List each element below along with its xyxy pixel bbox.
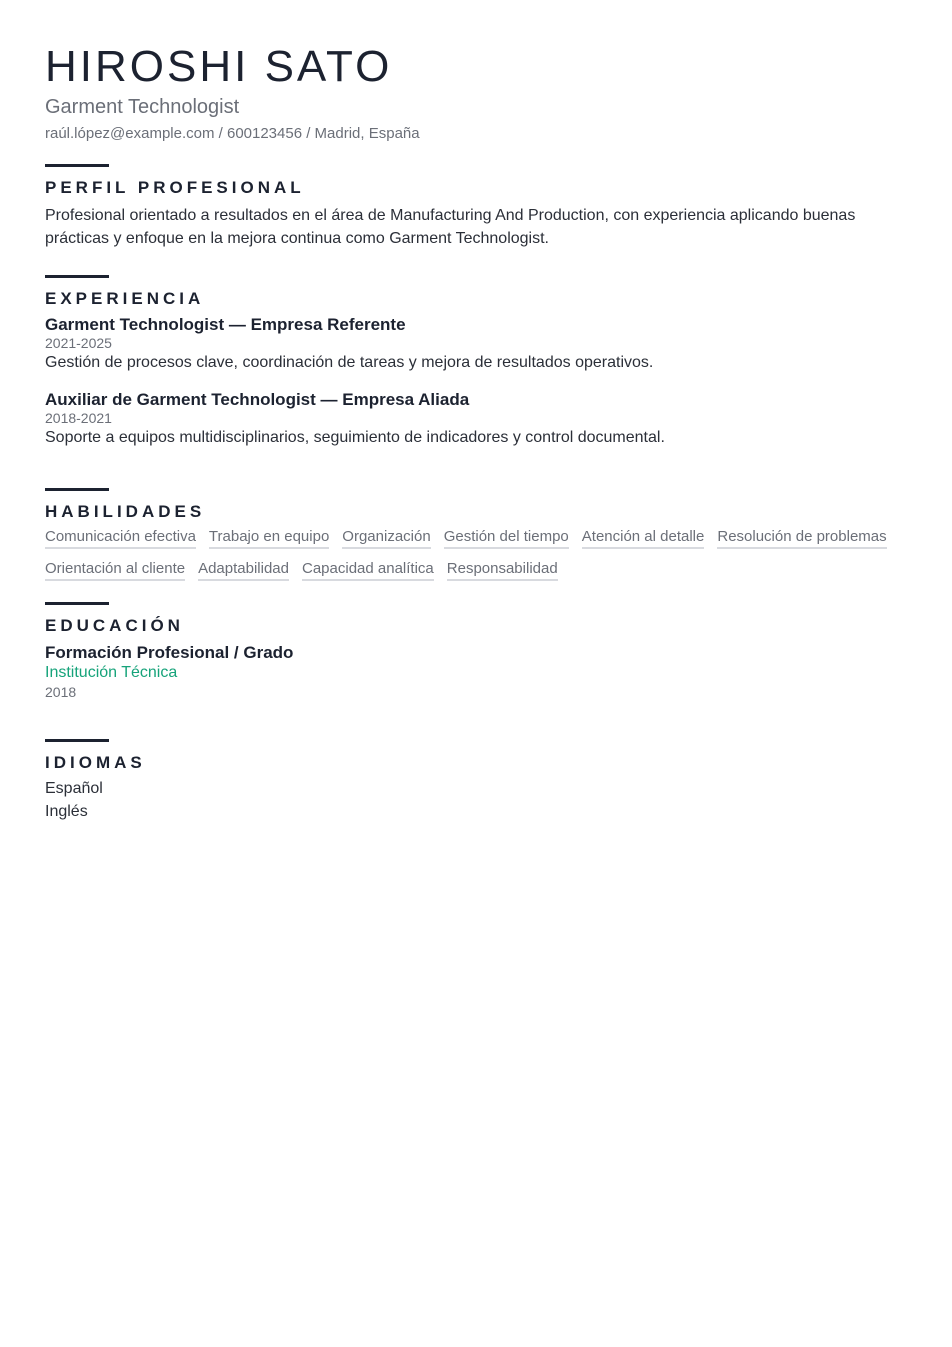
- job-description: Gestión de procesos clave, coordinación de tareas y mejora de resultados operativos.: [45, 354, 654, 371]
- languages-section: [45, 739, 908, 823]
- job-dates: 2021-2025: [45, 335, 112, 351]
- skill-tag: Comunicación efectiva: [45, 527, 196, 549]
- skill-tag: Resolución de problemas: [717, 527, 886, 549]
- section-title-languages: IDIOMAS: [45, 753, 146, 772]
- section-divider: [45, 164, 109, 167]
- section-divider: [45, 602, 109, 605]
- experience-item: [45, 389, 908, 449]
- skill-tag: Capacidad analítica: [302, 559, 434, 581]
- education-section: [45, 602, 908, 700]
- section-title-experience: EXPERIENCIA: [45, 289, 205, 308]
- skill-tag: Responsabilidad: [447, 559, 558, 581]
- experience-section: [45, 275, 908, 449]
- candidate-role: Garment Technologist: [45, 96, 240, 118]
- education-year: 2018: [45, 684, 77, 700]
- section-title-skills: HABILIDADES: [45, 502, 206, 521]
- candidate-name: HIROSHI SATO: [45, 42, 393, 91]
- section-title-education: EDUCACIÓN: [45, 616, 184, 635]
- language-item: Inglés: [45, 803, 88, 820]
- skill-tag: Adaptabilidad: [198, 559, 289, 581]
- job-title: Auxiliar de Garment Technologist — Empresa Aliada: [45, 390, 470, 409]
- language-item: Español: [45, 780, 103, 797]
- section-divider: [45, 488, 109, 491]
- resume-header: [45, 44, 908, 144]
- skill-tag: Trabajo en equipo: [209, 527, 329, 549]
- job-description: Soporte a equipos multidisciplinarios, seguimiento de indicadores y control documental.: [45, 429, 665, 446]
- skill-tag: Atención al detalle: [582, 527, 705, 549]
- skills-list: [45, 527, 908, 581]
- contact-line: raúl.lópez@example.com / 600123456 / Madrid, España: [45, 125, 420, 142]
- section-divider: [45, 275, 109, 278]
- skill-tag: Orientación al cliente: [45, 559, 185, 581]
- skills-section: [45, 488, 908, 581]
- job-title: Garment Technologist — Empresa Referente: [45, 315, 406, 334]
- education-institution: Institución Técnica: [45, 664, 178, 681]
- education-degree: Formación Profesional / Grado: [45, 643, 294, 662]
- section-divider: [45, 739, 109, 742]
- experience-item: [45, 314, 908, 374]
- skill-tag: Organización: [342, 527, 430, 549]
- job-dates: 2018-2021: [45, 410, 112, 426]
- profile-text: Profesional orientado a resultados en el área de Manufacturing And Production, con experiencia aplicando buenas prácticas y enfoque en la mejora continua como Garment Technologist.: [45, 207, 856, 247]
- section-title-profile: PERFIL PROFESIONAL: [45, 178, 305, 197]
- skill-tag: Gestión del tiempo: [444, 527, 569, 549]
- profile-section: [45, 164, 908, 250]
